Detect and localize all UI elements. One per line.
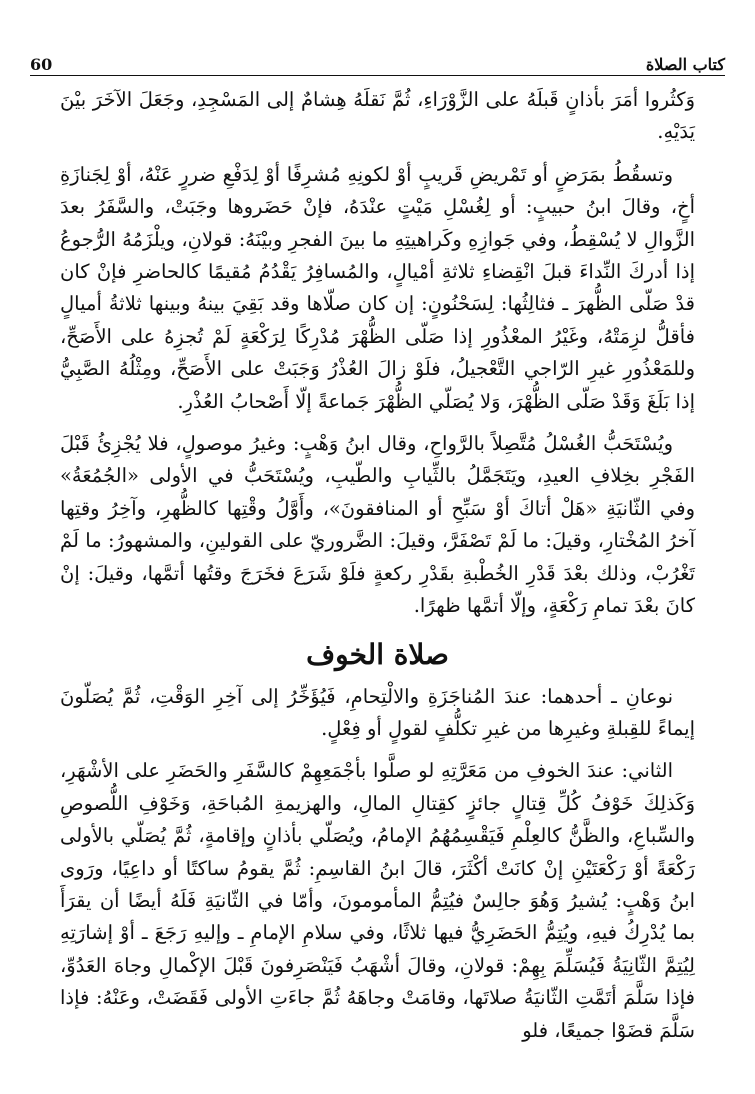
header-rule [30,75,725,76]
paragraph: الثاني: عندَ الخوفِ من مَعَرَّتِهِ لو صلَّوا بأجْمَعِهِمْ كالسَّفَرِ والحَضَرِ على الأشْهَرِ، وَكَذلِكَ خَوْفُ كُلِّ قِتالٍ جائزٍ كقِتالِ المالِ، والهزيمةِ المُباحَةِ، وَخَوْفِ اللُّصوصِ والسِّباعِ، والظَّنُّ كالعِلْمِ فَيَقْسِمُهُمُ الإمامُ، ويُصَلّي بأذانٍ وإقامةٍ، ثُمَّ يُصَلّي بالأولى رَكْعَةً أوْ رَكْعَتَيْنِ إنْ كانَتْ أكْثَرَ، قالَ ابنُ القاسِمِ: ثُمَّ يقومُ ساكتًا أو داعِيًا، ورَوى ابنُ وَهْبٍ: يُشيرُ وَهُوَ جالِسٌ فيُتِمُّ المأمومونَ، وأمّا في الثّانيَةِ فَلَهُ أيضًا أن يقرَأَ بما يُدْرِكُ فيهِ، ويُتِمُّ الحَضَرِيُّ فيها ثلاثًا، وفي سلامِ الإمامِ ـ وإليهِ رَجَعَ ـ أوْ إشارَتِهِ لِيُتِمَّ الثّانِيَةُ فَيُسَلِّمَ بِهِمْ: قولانِ، وقالَ أشْهَبُ فَيَنْصَرِفونَ قَبْلَ الإكْمالِ وجاهَ العَدُوِّ، فإذا سَلَّمَ أتَمَّتِ الثّانيَةُ صلاتَها، وقامَتْ وجاهَهُ ثُمَّ جاءَتِ الأولى فَقَضَتْ، وعَنْهُ: فإذا سَلَّمَ قضَوْا جميعًا، فلو [60,759,695,1042]
paragraph: ويُسْتَحَبُّ الغُسْلُ مُتَّصِلاً بالرَّواحِ، وقال ابنُ وَهْبٍ: وغيرُ موصولٍ، فلا يُجْزِئُ قَبْلَ الفَجْرِ بخِلافِ العيدِ، ويَتَجَمَّلُ بالثِّيابِ والطّيبِ، ويُسْتَحَبُّ في الأولى «الجُمُعَةُ» وفي الثّانيَةِ «هَلْ أتاكَ أوْ سَبِّحِ أو المنافقونَ»، وأَوَّلُ وقْتِها كالظُّهرِ، وآخِرُ وقتِها آخرُ المُخْتارِ، وقيلَ: ما لَمْ تَصْفَرَّ، وقيلَ: الضَّروريّ على القولينِ، والمشهورُ: ما لَمْ تَغْرُبْ، وذلك بعْدَ قَدْرِ الخُطْبةِ بقَدْرِ ركعةٍ فلَوْ شَرَعَ فخَرَجَ وقتُها أتمَّها، وقيلَ: إنْ كانَ بعْدَ تمامِ رَكْعَةٍ، وإلّا أتمَّها ظهرًا. [60,432,695,618]
page-number: 60 [30,55,53,74]
paragraph: وَكثُروا أمَرَ بأذانٍ قَبلَهُ على الزَّوْرَاءِ، ثُمَّ نَقلَهُ هِشامٌ إلى المَسْجِدِ، وجَعَلَ الآخَرَ بيْنَ يَدَيْهِ. [60,88,695,144]
page-header [30,48,725,74]
running-title: كتاب الصلاة [645,55,725,74]
page-body [60,84,695,1047]
paragraph: نوعانِ ـ أحدهما: عندَ المُناجَزَةِ والالْتِحامِ، فَيُؤَخِّرُ إلى آخِرِ الوَقْتِ، ثُمَّ يُصَلّونَ إيماءً للقِبلةِ وغيرِها من غيرِ تكلُّفٍ لقولٍ أو فِعْلٍ. [60,684,695,740]
section-heading: صلاة الخوف [306,637,449,671]
paragraph: وتسقُطُ بمَرَضٍ أو تَمْريضِ قَريبٍ أوْ لكونِهِ مُشرِفًا أوْ لِدَفْعِ ضررٍ عَنْهُ، أوْ لِجَنازَةِ أخٍ، وقالَ ابنُ حبيبٍ: أو لِغُسْلِ مَيْتٍ عنْدَهُ، فإنْ حَضَروها وجَبَتْ، والسَّفَرُ بعدَ الزَّوالِ لا يُسْقِطُ، وفي جَوازِهِ وكَراهيتِهِ ما بينَ الفجرِ وبيْنَهُ: قولانِ، ويلْزَمُهُ الرُّجوعُ إذا أدركَ النِّداءَ قبلَ انْقِضاءِ ثلاثةِ أمْيالٍ، والمُسافِرُ يَقْدُمُ مُقيمًا كالحاضرِ فإنْ كان قدْ صَلّى الظُّهرَ ـ فثالِثُها: لِسَحْنُونٍ: إن كان صلّاها وقد بَقِيَ بينهُ وبينها ثلاثةُ أميالٍ فأقلُّ لزِمَتْهُ، وغَيْرُ المعْذُورِ إذا صَلّى الظُّهْرَ مُدْرِكًا لِرَكْعَةٍ لَمْ تُجزِهُ على الأَصَحِّ، وللمَعْذُورِ غيرِ الرّاجي التَّعْجيلُ، فلَوْ زالَ العُذْرُ وَجَبَتْ على الأَصَحِّ، ومِثْلُهُ الصَّبِيُّ إذا بَلَغَ وَقَدْ صَلّى الظُّهْرَ، وَلا يُصَلّي الظُّهْرَ جَماعةً إلّا أَصْحابُ العُذْرِ. [60,162,695,413]
